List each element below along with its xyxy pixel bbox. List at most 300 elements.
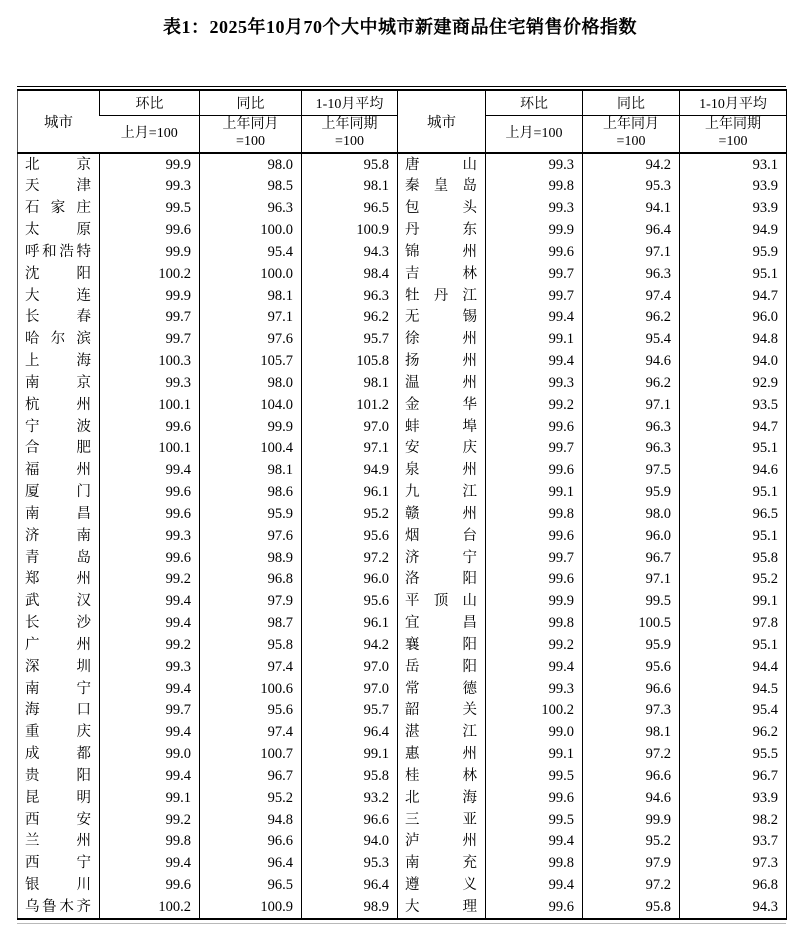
avg-value-cell: 97.0 (302, 656, 398, 678)
avg-value-cell: 97.8 (680, 612, 787, 634)
city-name: 上 海 (25, 353, 91, 370)
city-cell (18, 285, 100, 307)
header-mom-base-left: 上月=100 (100, 116, 200, 154)
city-name: 南 京 (25, 374, 91, 391)
city-cell (398, 416, 486, 438)
city-name: 安 庆 (405, 440, 477, 457)
yoy-value-cell: 97.3 (583, 700, 680, 722)
avg-value-cell: 94.7 (680, 285, 787, 307)
mom-value-cell: 99.1 (486, 743, 583, 765)
city-name: 岳 阳 (405, 658, 477, 675)
city-cell (398, 241, 486, 263)
header-mom-right: 环比 (486, 90, 583, 116)
yoy-value-cell: 94.6 (583, 787, 680, 809)
mom-value-cell: 99.6 (100, 481, 200, 503)
table-row (18, 219, 787, 241)
avg-value-cell: 94.0 (680, 350, 787, 372)
yoy-value-cell: 99.9 (583, 809, 680, 831)
yoy-value-cell: 100.7 (200, 743, 302, 765)
avg-value-cell: 96.0 (680, 307, 787, 329)
city-name: 石 家 庄 (25, 200, 91, 217)
yoy-value-cell: 98.0 (200, 153, 302, 176)
yoy-value-cell: 95.8 (583, 896, 680, 919)
avg-value-cell: 94.9 (302, 460, 398, 482)
mom-value-cell: 99.7 (100, 307, 200, 329)
yoy-value-cell: 96.2 (583, 372, 680, 394)
avg-value-cell: 95.5 (680, 743, 787, 765)
city-cell (398, 853, 486, 875)
city-name: 海 口 (25, 702, 91, 719)
avg-value-cell: 97.3 (680, 853, 787, 875)
table-row (18, 350, 787, 372)
avg-value-cell: 98.2 (680, 809, 787, 831)
mom-value-cell: 99.6 (100, 874, 200, 896)
yoy-value-cell: 96.7 (200, 765, 302, 787)
city-name: 蚌 埠 (405, 418, 477, 435)
city-cell (398, 612, 486, 634)
avg-value-cell: 95.4 (680, 700, 787, 722)
table-header (18, 90, 787, 153)
header-city-right: 城市 (398, 90, 486, 153)
city-name: 郑 州 (25, 571, 91, 588)
header-yoy-left: 同比 (200, 90, 302, 116)
city-cell (18, 438, 100, 460)
yoy-value-cell: 96.4 (583, 219, 680, 241)
city-name: 天 津 (25, 178, 91, 195)
yoy-value-cell: 99.5 (583, 591, 680, 613)
yoy-value-cell: 105.7 (200, 350, 302, 372)
table-row (18, 285, 787, 307)
mom-value-cell: 99.6 (486, 896, 583, 919)
avg-value-cell: 95.7 (302, 329, 398, 351)
city-name: 哈 尔 滨 (25, 331, 91, 348)
city-cell (18, 219, 100, 241)
table-row (18, 612, 787, 634)
yoy-value-cell: 95.9 (200, 503, 302, 525)
avg-value-cell: 98.1 (302, 176, 398, 198)
city-name: 扬 州 (405, 353, 477, 370)
mom-value-cell: 99.3 (100, 372, 200, 394)
mom-value-cell: 99.7 (100, 700, 200, 722)
mom-value-cell: 99.6 (486, 416, 583, 438)
avg-value-cell: 93.7 (680, 831, 787, 853)
city-name: 长 春 (25, 309, 91, 326)
table-row (18, 198, 787, 220)
yoy-value-cell: 100.0 (200, 263, 302, 285)
yoy-value-cell: 96.0 (583, 525, 680, 547)
city-name: 昆 明 (25, 789, 91, 806)
mom-value-cell: 99.3 (486, 372, 583, 394)
yoy-value-cell: 100.0 (200, 219, 302, 241)
mom-value-cell: 99.8 (100, 831, 200, 853)
table-row (18, 547, 787, 569)
mom-value-cell: 99.8 (486, 853, 583, 875)
avg-value-cell: 96.0 (302, 569, 398, 591)
city-cell (398, 743, 486, 765)
city-name: 烟 台 (405, 527, 477, 544)
avg-value-cell: 96.5 (680, 503, 787, 525)
city-cell (398, 591, 486, 613)
avg-value-cell: 96.1 (302, 612, 398, 634)
mom-value-cell: 99.4 (100, 591, 200, 613)
city-name: 广 州 (25, 636, 91, 653)
city-name: 锦 州 (405, 243, 477, 260)
avg-value-cell: 99.1 (680, 591, 787, 613)
city-cell (398, 656, 486, 678)
table-row (18, 896, 787, 919)
city-cell (398, 634, 486, 656)
header-yoy-base-left: 上年同月 =100 (200, 116, 302, 154)
city-cell (18, 896, 100, 919)
table-row (18, 263, 787, 285)
yoy-value-cell: 98.9 (200, 547, 302, 569)
yoy-value-cell: 96.8 (200, 569, 302, 591)
yoy-value-cell: 95.8 (200, 634, 302, 656)
avg-value-cell: 94.6 (680, 460, 787, 482)
mom-value-cell: 99.7 (486, 263, 583, 285)
city-cell (398, 525, 486, 547)
city-name: 南 宁 (25, 680, 91, 697)
avg-value-cell: 97.1 (302, 438, 398, 460)
yoy-value-cell: 104.0 (200, 394, 302, 416)
yoy-value-cell: 97.2 (583, 743, 680, 765)
mom-value-cell: 99.1 (486, 329, 583, 351)
avg-value-cell: 93.9 (680, 787, 787, 809)
avg-value-cell: 94.8 (680, 329, 787, 351)
yoy-value-cell: 98.0 (200, 372, 302, 394)
yoy-value-cell: 96.3 (583, 416, 680, 438)
mom-value-cell: 100.1 (100, 394, 200, 416)
avg-value-cell: 95.7 (302, 700, 398, 722)
yoy-value-cell: 97.4 (200, 656, 302, 678)
city-name: 泉 州 (405, 462, 477, 479)
city-cell (398, 350, 486, 372)
mom-value-cell: 99.6 (100, 416, 200, 438)
city-name: 襄 阳 (405, 636, 477, 653)
table-row (18, 809, 787, 831)
yoy-value-cell: 97.1 (200, 307, 302, 329)
city-name: 合 肥 (25, 440, 91, 457)
city-cell (398, 809, 486, 831)
yoy-value-cell: 94.1 (583, 198, 680, 220)
mom-value-cell: 99.1 (100, 787, 200, 809)
yoy-value-cell: 96.6 (583, 765, 680, 787)
avg-value-cell: 100.9 (302, 219, 398, 241)
mom-value-cell: 99.5 (486, 765, 583, 787)
city-name: 重 庆 (25, 724, 91, 741)
table-row (18, 743, 787, 765)
mom-value-cell: 99.9 (486, 591, 583, 613)
mom-value-cell: 100.2 (100, 896, 200, 919)
mom-value-cell: 100.1 (100, 438, 200, 460)
city-cell (18, 241, 100, 263)
city-name: 深 圳 (25, 658, 91, 675)
yoy-value-cell: 96.3 (583, 438, 680, 460)
yoy-value-cell: 96.6 (583, 678, 680, 700)
avg-value-cell: 95.2 (680, 569, 787, 591)
avg-value-cell: 96.2 (680, 722, 787, 744)
table-row (18, 722, 787, 744)
yoy-value-cell: 95.2 (583, 831, 680, 853)
yoy-value-cell: 97.1 (583, 241, 680, 263)
city-name: 徐 州 (405, 331, 477, 348)
avg-value-cell: 94.4 (680, 656, 787, 678)
city-name: 牡 丹 江 (405, 287, 477, 304)
city-name: 乌 鲁 木 齐 (25, 898, 91, 915)
avg-value-cell: 94.2 (302, 634, 398, 656)
page-title: 表1：2025年10月70个大中城市新建商品住宅销售价格指数 (163, 17, 637, 37)
avg-value-cell: 93.9 (680, 176, 787, 198)
yoy-value-cell: 97.1 (583, 394, 680, 416)
mom-value-cell: 99.2 (100, 634, 200, 656)
city-cell (18, 416, 100, 438)
yoy-value-cell: 97.4 (583, 285, 680, 307)
mom-value-cell: 99.9 (100, 241, 200, 263)
mom-value-cell: 99.6 (486, 787, 583, 809)
yoy-value-cell: 95.4 (583, 329, 680, 351)
table-row (18, 394, 787, 416)
yoy-value-cell: 97.9 (583, 853, 680, 875)
yoy-value-cell: 97.9 (200, 591, 302, 613)
avg-value-cell: 95.8 (680, 547, 787, 569)
mom-value-cell: 99.2 (486, 394, 583, 416)
city-cell (18, 787, 100, 809)
city-name: 吉 林 (405, 265, 477, 282)
city-cell (398, 438, 486, 460)
avg-value-cell: 95.8 (302, 153, 398, 176)
city-cell (18, 700, 100, 722)
mom-value-cell: 99.1 (486, 481, 583, 503)
avg-value-cell: 95.1 (680, 481, 787, 503)
city-name: 武 汉 (25, 593, 91, 610)
yoy-value-cell: 98.7 (200, 612, 302, 634)
avg-value-cell: 96.4 (302, 722, 398, 744)
yoy-value-cell: 98.5 (200, 176, 302, 198)
city-cell (18, 874, 100, 896)
city-name: 丹 东 (405, 222, 477, 239)
mom-value-cell: 99.4 (486, 831, 583, 853)
city-name: 成 都 (25, 746, 91, 763)
city-name: 银 川 (25, 876, 91, 893)
yoy-value-cell: 95.6 (200, 700, 302, 722)
table-row (18, 438, 787, 460)
city-name: 湛 江 (405, 724, 477, 741)
city-cell (398, 765, 486, 787)
mom-value-cell: 99.8 (486, 612, 583, 634)
mom-value-cell: 99.6 (486, 460, 583, 482)
city-name: 韶 关 (405, 702, 477, 719)
avg-value-cell: 97.2 (302, 547, 398, 569)
yoy-value-cell: 98.1 (200, 285, 302, 307)
mom-value-cell: 99.2 (100, 569, 200, 591)
mom-value-cell: 99.4 (100, 765, 200, 787)
avg-value-cell: 96.7 (680, 765, 787, 787)
mom-value-cell: 99.5 (486, 809, 583, 831)
city-name: 西 宁 (25, 855, 91, 872)
yoy-value-cell: 100.5 (583, 612, 680, 634)
city-cell (398, 547, 486, 569)
city-name: 平 顶 山 (405, 593, 477, 610)
avg-value-cell: 98.1 (302, 372, 398, 394)
avg-value-cell: 95.1 (680, 525, 787, 547)
city-name: 九 江 (405, 484, 477, 501)
avg-value-cell: 94.5 (680, 678, 787, 700)
city-cell (398, 307, 486, 329)
yoy-value-cell: 99.9 (200, 416, 302, 438)
yoy-value-cell: 100.4 (200, 438, 302, 460)
city-name: 济 南 (25, 527, 91, 544)
city-cell (18, 656, 100, 678)
mom-value-cell: 99.9 (486, 219, 583, 241)
yoy-value-cell: 98.6 (200, 481, 302, 503)
avg-value-cell: 98.4 (302, 263, 398, 285)
mom-value-cell: 99.7 (486, 438, 583, 460)
city-cell (398, 896, 486, 919)
avg-value-cell: 95.1 (680, 438, 787, 460)
avg-value-cell: 94.0 (302, 831, 398, 853)
table-row (18, 372, 787, 394)
avg-value-cell: 93.5 (680, 394, 787, 416)
city-cell (398, 503, 486, 525)
city-cell (18, 678, 100, 700)
yoy-value-cell: 94.2 (583, 153, 680, 176)
avg-value-cell: 94.7 (680, 416, 787, 438)
city-cell (398, 831, 486, 853)
avg-value-cell: 99.1 (302, 743, 398, 765)
city-name: 杭 州 (25, 396, 91, 413)
city-cell (398, 329, 486, 351)
mom-value-cell: 99.0 (100, 743, 200, 765)
city-name: 呼 和 浩 特 (25, 243, 91, 260)
yoy-value-cell: 96.3 (583, 263, 680, 285)
city-cell (18, 853, 100, 875)
header-avg-left: 1-10月平均 (302, 90, 398, 116)
city-cell (18, 481, 100, 503)
mom-value-cell: 99.9 (100, 285, 200, 307)
avg-value-cell: 95.6 (302, 525, 398, 547)
header-yoy-right: 同比 (583, 90, 680, 116)
avg-value-cell: 96.3 (302, 285, 398, 307)
table-body (18, 153, 787, 919)
avg-value-cell: 95.1 (680, 263, 787, 285)
city-name: 赣 州 (405, 505, 477, 522)
city-name: 包 头 (405, 200, 477, 217)
avg-value-cell: 93.2 (302, 787, 398, 809)
city-cell (18, 176, 100, 198)
mom-value-cell: 99.6 (100, 547, 200, 569)
city-name: 大 连 (25, 287, 91, 304)
avg-value-cell: 95.1 (680, 634, 787, 656)
mom-value-cell: 99.4 (100, 722, 200, 744)
table-row (18, 307, 787, 329)
avg-value-cell: 105.8 (302, 350, 398, 372)
table-row (18, 569, 787, 591)
city-name: 贵 阳 (25, 767, 91, 784)
yoy-value-cell: 95.3 (583, 176, 680, 198)
mom-value-cell: 99.0 (486, 722, 583, 744)
table-row (18, 874, 787, 896)
mom-value-cell: 99.3 (486, 678, 583, 700)
city-name: 太 原 (25, 222, 91, 239)
mom-value-cell: 99.7 (100, 329, 200, 351)
city-cell (18, 591, 100, 613)
yoy-value-cell: 95.4 (200, 241, 302, 263)
mom-value-cell: 99.7 (486, 285, 583, 307)
avg-value-cell: 93.9 (680, 198, 787, 220)
mom-value-cell: 99.6 (486, 525, 583, 547)
city-name: 三 亚 (405, 811, 477, 828)
city-name: 长 沙 (25, 615, 91, 632)
city-cell (18, 634, 100, 656)
city-cell (18, 350, 100, 372)
city-name: 福 州 (25, 462, 91, 479)
city-name: 北 京 (25, 156, 91, 173)
city-name: 惠 州 (405, 746, 477, 763)
city-cell (18, 394, 100, 416)
city-name: 北 海 (405, 789, 477, 806)
mom-value-cell: 99.6 (100, 219, 200, 241)
mom-value-cell: 99.4 (486, 874, 583, 896)
mom-value-cell: 99.9 (100, 153, 200, 176)
city-name: 南 充 (405, 855, 477, 872)
mom-value-cell: 99.4 (100, 853, 200, 875)
table-row (18, 503, 787, 525)
city-cell (398, 700, 486, 722)
city-name: 济 宁 (405, 549, 477, 566)
avg-value-cell: 95.8 (302, 765, 398, 787)
yoy-value-cell: 97.6 (200, 329, 302, 351)
city-cell (18, 765, 100, 787)
avg-value-cell: 96.6 (302, 809, 398, 831)
city-cell (398, 787, 486, 809)
avg-value-cell: 92.9 (680, 372, 787, 394)
mom-value-cell: 99.8 (486, 176, 583, 198)
mom-value-cell: 99.3 (100, 525, 200, 547)
mom-value-cell: 100.2 (486, 700, 583, 722)
city-cell (18, 503, 100, 525)
table-row (18, 831, 787, 853)
yoy-value-cell: 95.6 (583, 656, 680, 678)
city-cell (398, 569, 486, 591)
mom-value-cell: 99.2 (486, 634, 583, 656)
mom-value-cell: 99.4 (486, 350, 583, 372)
avg-value-cell: 97.0 (302, 678, 398, 700)
city-name: 遵 义 (405, 876, 477, 893)
city-cell (398, 394, 486, 416)
city-name: 金 华 (405, 396, 477, 413)
city-cell (18, 831, 100, 853)
city-cell (18, 547, 100, 569)
city-cell (398, 481, 486, 503)
mom-value-cell: 100.2 (100, 263, 200, 285)
city-cell (398, 198, 486, 220)
yoy-value-cell: 100.9 (200, 896, 302, 919)
yoy-value-cell: 98.0 (583, 503, 680, 525)
city-cell (18, 307, 100, 329)
city-name: 大 理 (405, 898, 477, 915)
table-row (18, 460, 787, 482)
avg-value-cell: 94.3 (680, 896, 787, 919)
avg-value-cell: 93.1 (680, 153, 787, 176)
city-cell (18, 198, 100, 220)
yoy-value-cell: 94.8 (200, 809, 302, 831)
yoy-value-cell: 97.6 (200, 525, 302, 547)
yoy-value-cell: 97.2 (583, 874, 680, 896)
mom-value-cell: 99.4 (100, 460, 200, 482)
avg-value-cell: 96.2 (302, 307, 398, 329)
yoy-value-cell: 97.5 (583, 460, 680, 482)
yoy-value-cell: 97.1 (583, 569, 680, 591)
